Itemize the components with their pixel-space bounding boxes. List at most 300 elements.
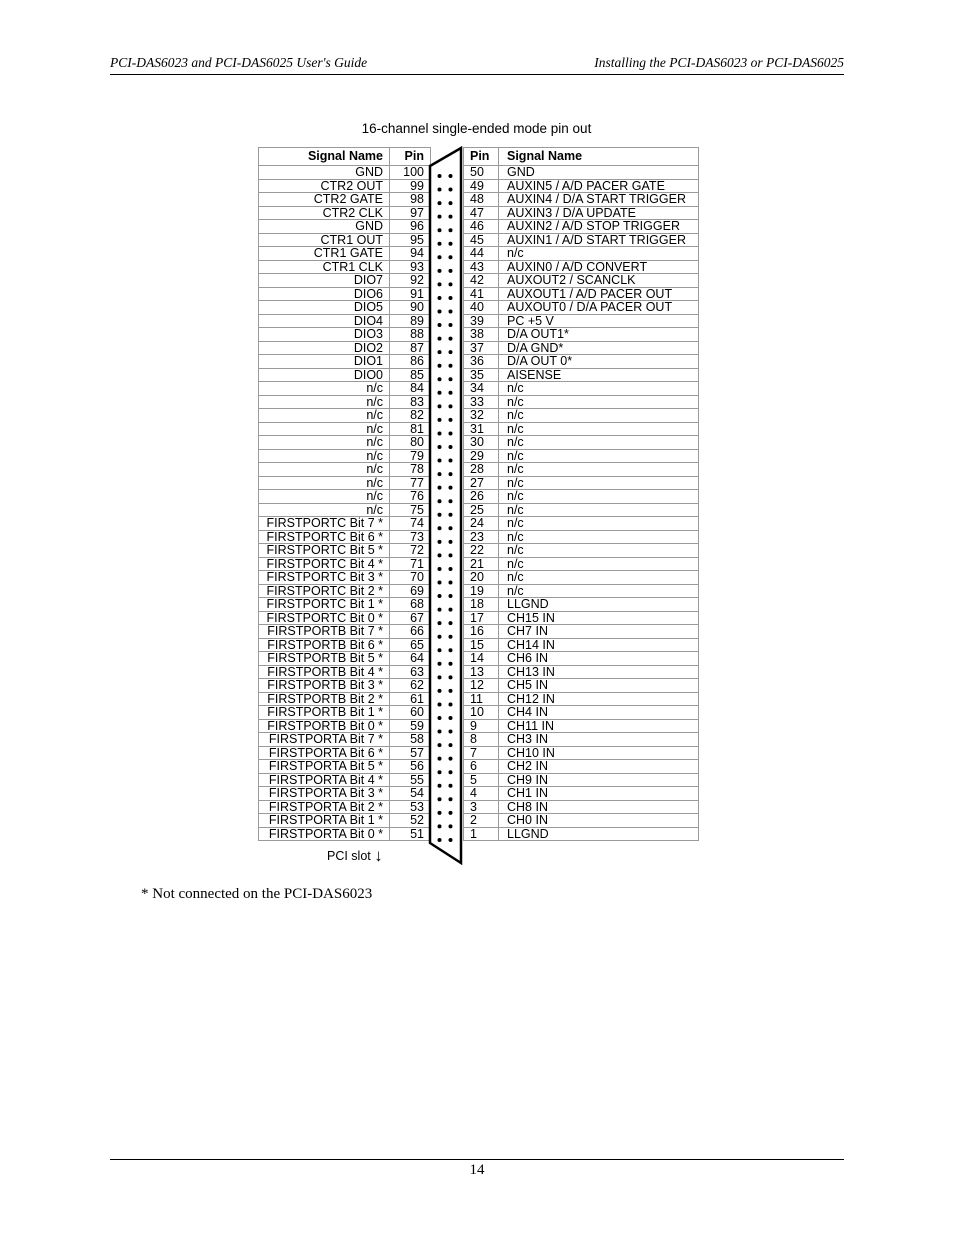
connector-pin-dot	[438, 702, 442, 706]
left-pin-row	[259, 517, 431, 531]
pin-number: 25	[464, 503, 499, 517]
left-pin-rows	[259, 166, 431, 841]
left-pin-row	[259, 760, 431, 774]
connector-pin-dot	[449, 310, 453, 314]
pin-number: 60	[390, 706, 431, 720]
pin-number: 97	[390, 206, 431, 220]
left-pin-row	[259, 719, 431, 733]
pin-number: 40	[464, 301, 499, 315]
signal-name: CH5 IN	[499, 679, 699, 693]
pin-number: 77	[390, 476, 431, 490]
pin-number: 30	[464, 436, 499, 450]
pin-number: 34	[464, 382, 499, 396]
right-pin-row	[464, 679, 699, 693]
right-pin-row	[464, 206, 699, 220]
signal-name: DIO3	[259, 328, 390, 342]
signal-name: FIRSTPORTC Bit 2 *	[259, 584, 390, 598]
right-pin-row	[464, 773, 699, 787]
connector-pin-dot	[438, 296, 442, 300]
pin-number: 11	[464, 692, 499, 706]
connector-pin-dot	[438, 228, 442, 232]
connector-pin-dot	[438, 350, 442, 354]
connector-pin-dot	[438, 215, 442, 219]
pin-number: 61	[390, 692, 431, 706]
signal-name: FIRSTPORTB Bit 1 *	[259, 706, 390, 720]
pin-number: 78	[390, 463, 431, 477]
connector-pin-dot	[449, 255, 453, 259]
pin-number: 59	[390, 719, 431, 733]
left-pin-row	[259, 422, 431, 436]
pin-number: 72	[390, 544, 431, 558]
signal-name: CTR1 OUT	[259, 233, 390, 247]
signal-name: FIRSTPORTB Bit 5 *	[259, 652, 390, 666]
pin-number: 36	[464, 355, 499, 369]
left-pin-row	[259, 773, 431, 787]
left-pin-row	[259, 247, 431, 261]
right-pin-row	[464, 287, 699, 301]
connector-pin-dot	[438, 540, 442, 544]
signal-name: n/c	[259, 382, 390, 396]
pin-number: 65	[390, 638, 431, 652]
signal-name: FIRSTPORTB Bit 7 *	[259, 625, 390, 639]
signal-name: CH11 IN	[499, 719, 699, 733]
left-pin-row	[259, 449, 431, 463]
signal-name: AUXIN1 / A/D START TRIGGER	[499, 233, 699, 247]
left-pin-row	[259, 530, 431, 544]
pin-number: 12	[464, 679, 499, 693]
left-pin-row	[259, 274, 431, 288]
connector-pin-dot	[438, 797, 442, 801]
left-pin-row	[259, 800, 431, 814]
right-pin-row	[464, 598, 699, 612]
signal-name: AUXOUT0 / D/A PACER OUT	[499, 301, 699, 315]
connector-pin-dot	[449, 770, 453, 774]
right-pin-row	[464, 665, 699, 679]
right-pin-row	[464, 166, 699, 180]
signal-name: GND	[259, 220, 390, 234]
connector-pin-dot	[449, 689, 453, 693]
signal-name: FIRSTPORTB Bit 0 *	[259, 719, 390, 733]
pin-number: 98	[390, 193, 431, 207]
connector-pin-dot	[449, 499, 453, 503]
connector-pin-dot	[438, 404, 442, 408]
connector-pin-dot	[449, 296, 453, 300]
pin-number: 13	[464, 665, 499, 679]
connector-pin-dot	[438, 337, 442, 341]
signal-name: FIRSTPORTB Bit 6 *	[259, 638, 390, 652]
pin-number: 93	[390, 260, 431, 274]
signal-name: LLGND	[499, 598, 699, 612]
connector-pin-dot	[449, 337, 453, 341]
signal-name: CH4 IN	[499, 706, 699, 720]
left-pin-row	[259, 368, 431, 382]
pin-number: 55	[390, 773, 431, 787]
signal-name: FIRSTPORTA Bit 7 *	[259, 733, 390, 747]
pin-number: 57	[390, 746, 431, 760]
signal-name: CTR2 CLK	[259, 206, 390, 220]
connector-pin-dot	[438, 445, 442, 449]
right-pin-row	[464, 827, 699, 841]
pin-number: 27	[464, 476, 499, 490]
right-pin-row	[464, 584, 699, 598]
signal-name: FIRSTPORTC Bit 6 *	[259, 530, 390, 544]
pin-number: 92	[390, 274, 431, 288]
pin-number: 64	[390, 652, 431, 666]
signal-name: FIRSTPORTA Bit 2 *	[259, 800, 390, 814]
connector-pin-dot	[438, 784, 442, 788]
pin-number: 28	[464, 463, 499, 477]
connector-pin-dot	[438, 730, 442, 734]
signal-name: FIRSTPORTC Bit 3 *	[259, 571, 390, 585]
right-signal-name-header: Signal Name	[499, 148, 699, 166]
right-pin-row	[464, 692, 699, 706]
right-pin-row	[464, 760, 699, 774]
right-pin-row	[464, 382, 699, 396]
connector-pin-dot	[449, 526, 453, 530]
connector-pin-dot	[438, 391, 442, 395]
pin-number: 38	[464, 328, 499, 342]
pin-number: 2	[464, 814, 499, 828]
connector-pin-dot	[438, 811, 442, 815]
right-pin-table	[463, 147, 699, 841]
connector-pin-dot	[449, 364, 453, 368]
signal-name: FIRSTPORTB Bit 2 *	[259, 692, 390, 706]
signal-name: FIRSTPORTA Bit 0 *	[259, 827, 390, 841]
connector-pin-dot	[438, 635, 442, 639]
connector-pin-dot	[438, 174, 442, 178]
left-table-header-row	[259, 148, 431, 166]
left-pin-row	[259, 692, 431, 706]
right-pin-row	[464, 436, 699, 450]
signal-name: AUXOUT2 / SCANCLK	[499, 274, 699, 288]
connector-pin-dot	[438, 553, 442, 557]
left-pin-row	[259, 706, 431, 720]
pin-number: 21	[464, 557, 499, 571]
connector-pin-dot	[438, 743, 442, 747]
left-signal-name-header: Signal Name	[259, 148, 390, 166]
signal-name: CH15 IN	[499, 611, 699, 625]
right-pin-row	[464, 193, 699, 207]
signal-name: n/c	[499, 247, 699, 261]
pin-number: 31	[464, 422, 499, 436]
signal-name: n/c	[499, 530, 699, 544]
signal-name: CH9 IN	[499, 773, 699, 787]
signal-name: n/c	[499, 571, 699, 585]
connector-pin-dot	[438, 608, 442, 612]
right-pin-row	[464, 355, 699, 369]
connector-pin-dot	[449, 608, 453, 612]
signal-name: DIO5	[259, 301, 390, 315]
connector-pin-dot	[438, 621, 442, 625]
right-pin-row	[464, 476, 699, 490]
signal-name: AISENSE	[499, 368, 699, 382]
right-pin-rows	[464, 166, 699, 841]
connector-pin-dot	[438, 838, 442, 842]
connector-pin-dot	[438, 459, 442, 463]
connector-pin-dot	[449, 838, 453, 842]
right-pin-row	[464, 638, 699, 652]
right-pin-row	[464, 719, 699, 733]
connector-pin-dot	[449, 215, 453, 219]
left-pin-table	[258, 147, 431, 841]
signal-name: FIRSTPORTB Bit 3 *	[259, 679, 390, 693]
header-rule	[110, 74, 844, 75]
pin-number: 47	[464, 206, 499, 220]
connector-pin-dot	[449, 445, 453, 449]
left-pin-row	[259, 733, 431, 747]
connector-pin-dot	[449, 350, 453, 354]
pin-number: 8	[464, 733, 499, 747]
signal-name: FIRSTPORTC Bit 7 *	[259, 517, 390, 531]
left-pin-row	[259, 341, 431, 355]
signal-name: D/A GND*	[499, 341, 699, 355]
right-pin-row	[464, 787, 699, 801]
connector-pin-dot	[449, 811, 453, 815]
connector-pin-dot	[449, 621, 453, 625]
pin-number: 37	[464, 341, 499, 355]
pin-number: 67	[390, 611, 431, 625]
signal-name: CTR1 GATE	[259, 247, 390, 261]
connector-pin-dot	[449, 635, 453, 639]
signal-name: n/c	[259, 436, 390, 450]
pin-number: 20	[464, 571, 499, 585]
connector-pin-dot	[449, 404, 453, 408]
signal-name: n/c	[259, 422, 390, 436]
signal-name: FIRSTPORTA Bit 3 *	[259, 787, 390, 801]
pin-number: 54	[390, 787, 431, 801]
left-pin-row	[259, 490, 431, 504]
left-pin-row	[259, 193, 431, 207]
connector-pin-dot	[449, 513, 453, 517]
connector-pin-dot	[449, 282, 453, 286]
connector-pin-dot	[449, 757, 453, 761]
pin-number: 1	[464, 827, 499, 841]
right-pin-row	[464, 746, 699, 760]
signal-name: FIRSTPORTC Bit 4 *	[259, 557, 390, 571]
right-pin-row	[464, 368, 699, 382]
pin-number: 6	[464, 760, 499, 774]
connector-pin-dot	[438, 499, 442, 503]
pin-number: 88	[390, 328, 431, 342]
connector-pin-dot	[449, 784, 453, 788]
pin-number: 80	[390, 436, 431, 450]
left-pin-row	[259, 463, 431, 477]
right-pin-row	[464, 395, 699, 409]
connector-pin-dot	[438, 472, 442, 476]
signal-name: FIRSTPORTA Bit 4 *	[259, 773, 390, 787]
connector-pin-dot	[438, 824, 442, 828]
pin-number: 33	[464, 395, 499, 409]
connector-pin-dot	[438, 431, 442, 435]
signal-name: DIO0	[259, 368, 390, 382]
signal-name: DIO1	[259, 355, 390, 369]
connector-pin-dot	[449, 486, 453, 490]
right-pin-row	[464, 814, 699, 828]
left-pin-row	[259, 571, 431, 585]
pin-number: 99	[390, 179, 431, 193]
pin-number: 41	[464, 287, 499, 301]
connector-pin-dot	[449, 797, 453, 801]
left-pin-row	[259, 395, 431, 409]
right-pin-row	[464, 557, 699, 571]
right-pin-row	[464, 179, 699, 193]
pin-number: 89	[390, 314, 431, 328]
left-pin-row	[259, 409, 431, 423]
connector-pin-dot	[449, 472, 453, 476]
signal-name: n/c	[259, 395, 390, 409]
connector-pin-dot	[438, 282, 442, 286]
header-chapter-title: Installing the PCI-DAS6023 or PCI-DAS6025	[594, 55, 844, 70]
pin-number: 9	[464, 719, 499, 733]
right-pin-row	[464, 733, 699, 747]
connector-outline	[430, 148, 461, 863]
pin-number: 26	[464, 490, 499, 504]
right-pin-row	[464, 517, 699, 531]
signal-name: CH13 IN	[499, 665, 699, 679]
signal-name: n/c	[499, 517, 699, 531]
signal-name: FIRSTPORTC Bit 5 *	[259, 544, 390, 558]
signal-name: DIO6	[259, 287, 390, 301]
down-arrow-icon: ↓	[374, 846, 383, 865]
signal-name: AUXIN5 / A/D PACER GATE	[499, 179, 699, 193]
pin-number: 44	[464, 247, 499, 261]
left-pin-row	[259, 598, 431, 612]
left-pin-row	[259, 328, 431, 342]
right-pin-row	[464, 274, 699, 288]
connector-pin-dot	[449, 675, 453, 679]
pin-number: 32	[464, 409, 499, 423]
left-pin-row	[259, 382, 431, 396]
right-pin-header: Pin	[464, 148, 499, 166]
connector-pin-dot	[438, 310, 442, 314]
signal-name: DIO2	[259, 341, 390, 355]
signal-name: AUXIN3 / D/A UPDATE	[499, 206, 699, 220]
connector-pin-dot	[438, 364, 442, 368]
signal-name: n/c	[499, 557, 699, 571]
pin-number: 87	[390, 341, 431, 355]
signal-name: n/c	[259, 463, 390, 477]
pin-number: 56	[390, 760, 431, 774]
connector-pin-dot	[438, 526, 442, 530]
signal-name: PC +5 V	[499, 314, 699, 328]
pin-number: 29	[464, 449, 499, 463]
pci-slot-label	[327, 845, 383, 865]
signal-name: CH10 IN	[499, 746, 699, 760]
signal-name: AUXIN0 / A/D CONVERT	[499, 260, 699, 274]
pin-number: 81	[390, 422, 431, 436]
left-pin-row	[259, 814, 431, 828]
right-pin-row	[464, 652, 699, 666]
signal-name: AUXIN4 / D/A START TRIGGER	[499, 193, 699, 207]
right-pin-row	[464, 571, 699, 585]
right-pin-row	[464, 800, 699, 814]
connector-pin-dot	[449, 716, 453, 720]
signal-name: CTR1 CLK	[259, 260, 390, 274]
connector-pin-dot	[449, 242, 453, 246]
signal-name: AUXIN2 / A/D STOP TRIGGER	[499, 220, 699, 234]
left-pin-row	[259, 652, 431, 666]
right-pin-row	[464, 409, 699, 423]
connector-diagram	[428, 146, 464, 866]
signal-name: n/c	[499, 395, 699, 409]
right-pin-row	[464, 490, 699, 504]
connector-pin-dot	[449, 581, 453, 585]
pin-number: 50	[464, 166, 499, 180]
connector-pin-dot	[438, 269, 442, 273]
pin-number: 96	[390, 220, 431, 234]
left-pin-row	[259, 287, 431, 301]
pin-number: 79	[390, 449, 431, 463]
right-pin-row	[464, 611, 699, 625]
connector-pin-dot	[449, 188, 453, 192]
pin-number: 91	[390, 287, 431, 301]
pin-number: 95	[390, 233, 431, 247]
pin-number: 17	[464, 611, 499, 625]
signal-name: CH8 IN	[499, 800, 699, 814]
pin-number: 5	[464, 773, 499, 787]
left-pin-row	[259, 746, 431, 760]
connector-pin-dot	[449, 201, 453, 205]
right-table-header-row	[464, 148, 699, 166]
right-pin-row	[464, 530, 699, 544]
pin-number: 66	[390, 625, 431, 639]
signal-name: n/c	[259, 490, 390, 504]
pin-number: 49	[464, 179, 499, 193]
right-pin-row	[464, 233, 699, 247]
right-pin-row	[464, 260, 699, 274]
signal-name: CH7 IN	[499, 625, 699, 639]
pci-slot-text: PCI slot	[327, 849, 371, 863]
pin-number: 62	[390, 679, 431, 693]
signal-name: n/c	[259, 449, 390, 463]
connector-pin-dot	[449, 323, 453, 327]
pin-number: 16	[464, 625, 499, 639]
pin-number: 90	[390, 301, 431, 315]
connector-pin-dot	[449, 662, 453, 666]
left-pin-row	[259, 827, 431, 841]
signal-name: GND	[259, 166, 390, 180]
left-pin-row	[259, 166, 431, 180]
left-pin-row	[259, 206, 431, 220]
connector-pin-dot	[438, 594, 442, 598]
left-pin-row	[259, 787, 431, 801]
connector-pin-dot	[449, 648, 453, 652]
pin-number: 46	[464, 220, 499, 234]
signal-name: n/c	[259, 476, 390, 490]
signal-name: AUXOUT1 / A/D PACER OUT	[499, 287, 699, 301]
right-pin-row	[464, 341, 699, 355]
pin-number: 100	[390, 166, 431, 180]
signal-name: FIRSTPORTA Bit 1 *	[259, 814, 390, 828]
signal-name: n/c	[259, 503, 390, 517]
connector-pin-dot	[449, 553, 453, 557]
signal-name: DIO4	[259, 314, 390, 328]
signal-name: n/c	[499, 449, 699, 463]
left-pin-row	[259, 220, 431, 234]
connector-pin-dot	[449, 418, 453, 422]
pin-number: 10	[464, 706, 499, 720]
pin-number: 74	[390, 517, 431, 531]
left-pin-row	[259, 355, 431, 369]
connector-pin-dot	[449, 540, 453, 544]
right-pin-row	[464, 463, 699, 477]
left-pin-row	[259, 679, 431, 693]
pin-number: 73	[390, 530, 431, 544]
pin-number: 22	[464, 544, 499, 558]
right-pin-row	[464, 706, 699, 720]
pin-number: 4	[464, 787, 499, 801]
pin-number: 69	[390, 584, 431, 598]
